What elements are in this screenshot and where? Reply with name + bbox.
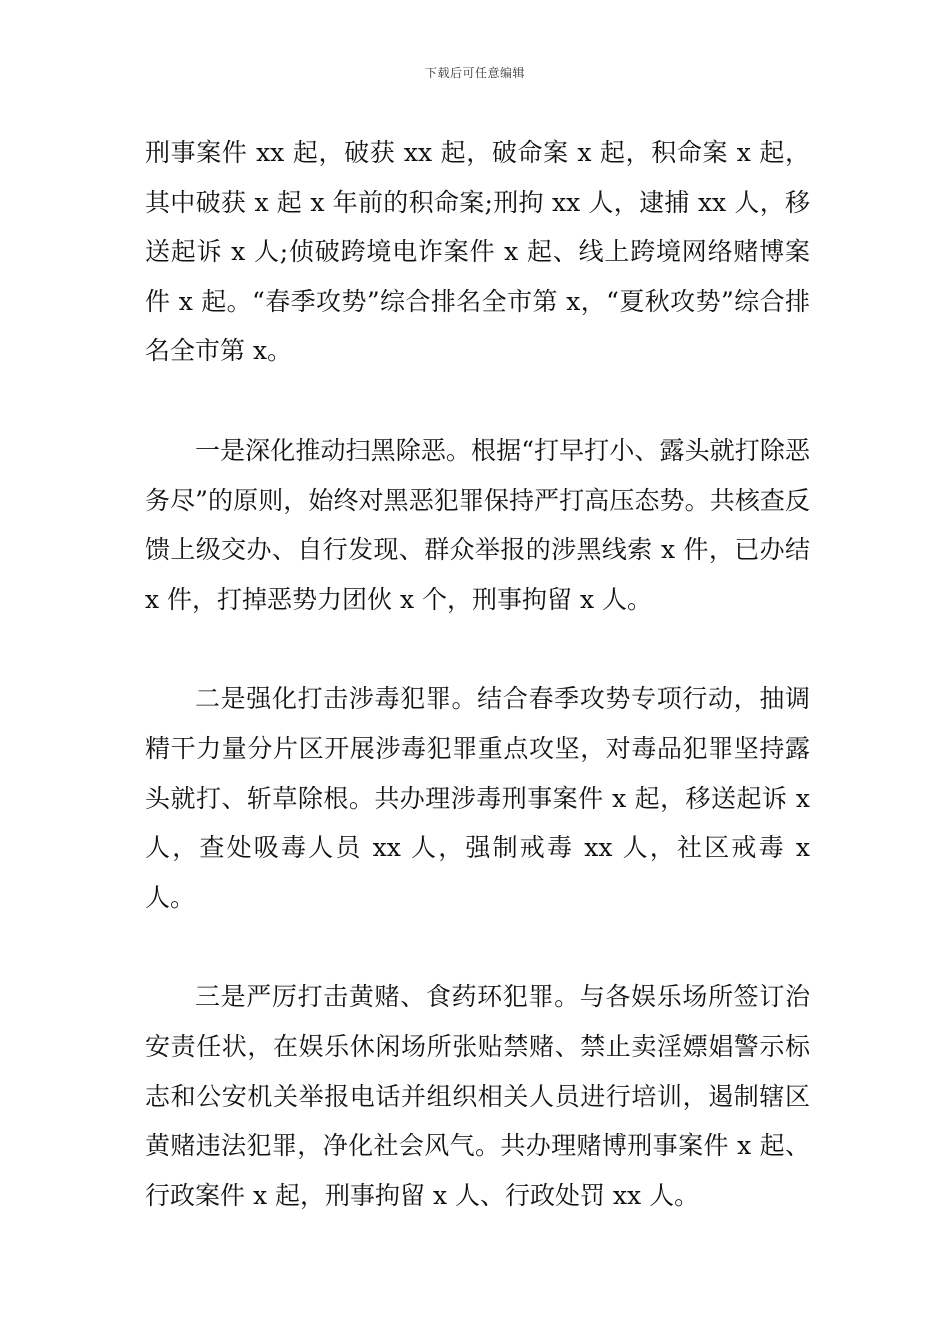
paragraph-anti-vice: 三是严厉打击黄赌、食药环犯罪。与各娱乐场所签订治安责任状，在娱乐休闲场所张贴禁赌、禁止卖淫嫖娼警示标志和公安机关举报电话并组织相关人员进行培训，遏制辖区黄赌违法犯罪，净化社会风气。共办理赌博刑事案件 x 起、行政案件 x 起，刑事拘留 x 人、行政处罚 xx 人。 (145, 982, 810, 1210)
paragraph-case-statistics: 刑事案件 xx 起，破获 xx 起，破命案 x 起，积命案 x 起，其中破获 x 起 x 年前的积命案;刑拘 xx 人，逮捕 xx 人，移送起诉 x 人;侦破跨境电诈案件 x 起、线上跨境网络赌博案件 x 起。“春季攻势”综合排名全市第 x，“夏秋攻势”综合排名全市第 x。 (145, 138, 810, 366)
paragraph-anti-drug: 二是强化打击涉毒犯罪。结合春季攻势专项行动，抽调精干力量分片区开展涉毒犯罪重点攻坚，对毒品犯罪坚持露头就打、斩草除根。共办理涉毒刑事案件 x 起，移送起诉 x 人，查处吸毒人员 xx 人，强制戒毒 xx 人，社区戒毒 x 人。 (145, 684, 810, 912)
paragraph-anti-gang: 一是深化推动扫黑除恶。根据“打早打小、露头就打除恶务尽”的原则，始终对黑恶犯罪保持严打高压态势。共核查反馈上级交办、自行发现、群众举报的涉黑线索 x 件，已办结 x 件，打掉恶势力团伙 x 个，刑事拘留 x 人。 (145, 435, 810, 614)
document-body (145, 128, 810, 1220)
header-note: 下载后可任意编辑 (424, 66, 525, 80)
